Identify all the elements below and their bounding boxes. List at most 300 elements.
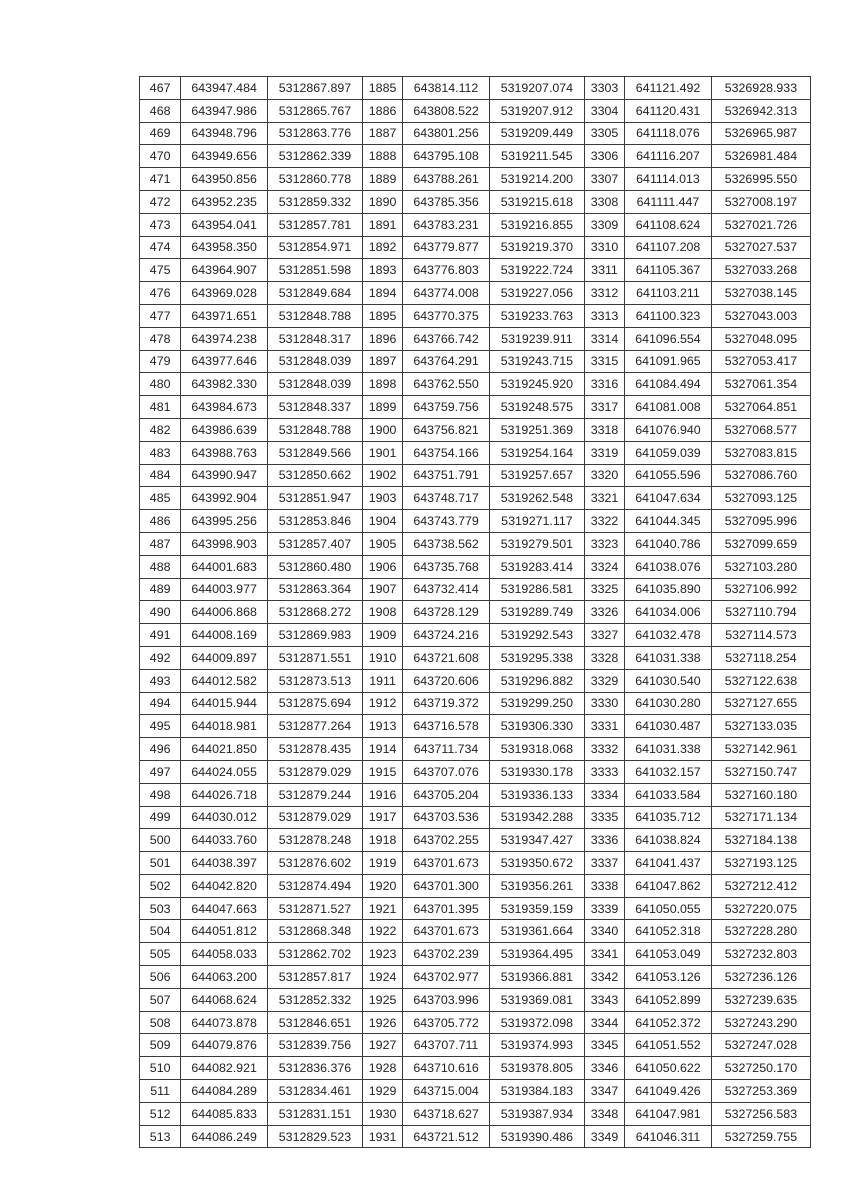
x-coordinate-cell: 643766.742 [403,327,490,350]
point-index-cell: 3316 [584,373,624,396]
x-coordinate-cell: 643977.646 [181,350,268,373]
y-coordinate-cell: 5327150.747 [711,760,810,783]
point-index-cell: 1897 [362,350,402,373]
y-coordinate-cell: 5327099.659 [711,532,810,555]
y-coordinate-cell: 5327048.095 [711,327,810,350]
table-row [140,829,811,852]
x-coordinate-cell: 641030.540 [625,669,712,692]
table-row [140,145,811,168]
point-index-cell: 478 [140,327,181,350]
x-coordinate-cell: 643776.803 [403,259,490,282]
y-coordinate-cell: 5312851.598 [267,259,362,282]
y-coordinate-cell: 5327021.726 [711,213,810,236]
x-coordinate-cell: 641047.634 [625,487,712,510]
y-coordinate-cell: 5312848.788 [267,304,362,327]
x-coordinate-cell: 643964.907 [181,259,268,282]
y-coordinate-cell: 5319257.657 [489,464,584,487]
x-coordinate-cell: 644082.921 [181,1057,268,1080]
y-coordinate-cell: 5312853.846 [267,510,362,533]
y-coordinate-cell: 5327093.125 [711,487,810,510]
y-coordinate-cell: 5327068.577 [711,418,810,441]
x-coordinate-cell: 644015.944 [181,692,268,715]
x-coordinate-cell: 643702.239 [403,943,490,966]
y-coordinate-cell: 5327239.635 [711,988,810,1011]
y-coordinate-cell: 5312834.461 [267,1080,362,1103]
point-index-cell: 3306 [584,145,624,168]
y-coordinate-cell: 5327193.125 [711,852,810,875]
point-index-cell: 502 [140,874,181,897]
point-index-cell: 3342 [584,966,624,989]
point-index-cell: 512 [140,1102,181,1125]
x-coordinate-cell: 641035.712 [625,806,712,829]
x-coordinate-cell: 644063.200 [181,966,268,989]
point-index-cell: 508 [140,1011,181,1034]
x-coordinate-cell: 641076.940 [625,418,712,441]
point-index-cell: 1917 [362,806,402,829]
point-index-cell: 3331 [584,715,624,738]
y-coordinate-cell: 5312857.407 [267,532,362,555]
y-coordinate-cell: 5312862.339 [267,145,362,168]
y-coordinate-cell: 5319336.133 [489,783,584,806]
x-coordinate-cell: 643702.255 [403,829,490,852]
point-index-cell: 1921 [362,897,402,920]
y-coordinate-cell: 5312836.376 [267,1057,362,1080]
point-index-cell: 1901 [362,441,402,464]
point-index-cell: 3333 [584,760,624,783]
point-index-cell: 497 [140,760,181,783]
point-index-cell: 486 [140,510,181,533]
x-coordinate-cell: 641059.039 [625,441,712,464]
point-index-cell: 1888 [362,145,402,168]
point-index-cell: 1925 [362,988,402,1011]
x-coordinate-cell: 644038.397 [181,852,268,875]
y-coordinate-cell: 5319239.911 [489,327,584,350]
y-coordinate-cell: 5312850.662 [267,464,362,487]
y-coordinate-cell: 5312874.494 [267,874,362,897]
x-coordinate-cell: 644058.033 [181,943,268,966]
y-coordinate-cell: 5319295.338 [489,646,584,669]
y-coordinate-cell: 5319292.543 [489,624,584,647]
point-index-cell: 1916 [362,783,402,806]
y-coordinate-cell: 5327064.851 [711,396,810,419]
point-index-cell: 3329 [584,669,624,692]
x-coordinate-cell: 641096.554 [625,327,712,350]
y-coordinate-cell: 5312857.781 [267,213,362,236]
table-row [140,418,811,441]
x-coordinate-cell: 643728.129 [403,601,490,624]
point-index-cell: 1911 [362,669,402,692]
x-coordinate-cell: 641052.318 [625,920,712,943]
x-coordinate-cell: 643707.076 [403,760,490,783]
point-index-cell: 3348 [584,1102,624,1125]
x-coordinate-cell: 641052.372 [625,1011,712,1034]
x-coordinate-cell: 643710.616 [403,1057,490,1080]
y-coordinate-cell: 5319222.724 [489,259,584,282]
x-coordinate-cell: 644085.833 [181,1102,268,1125]
point-index-cell: 3313 [584,304,624,327]
y-coordinate-cell: 5326981.484 [711,145,810,168]
x-coordinate-cell: 644084.289 [181,1080,268,1103]
point-index-cell: 1910 [362,646,402,669]
x-coordinate-cell: 643770.375 [403,304,490,327]
x-coordinate-cell: 643716.578 [403,715,490,738]
x-coordinate-cell: 644047.663 [181,897,268,920]
x-coordinate-cell: 641120.431 [625,99,712,122]
x-coordinate-cell: 643764.291 [403,350,490,373]
point-index-cell: 485 [140,487,181,510]
point-index-cell: 1919 [362,852,402,875]
point-index-cell: 3320 [584,464,624,487]
x-coordinate-cell: 643958.350 [181,236,268,259]
y-coordinate-cell: 5312852.332 [267,988,362,1011]
point-index-cell: 3311 [584,259,624,282]
y-coordinate-cell: 5312848.337 [267,396,362,419]
y-coordinate-cell: 5319364.495 [489,943,584,966]
y-coordinate-cell: 5319289.749 [489,601,584,624]
y-coordinate-cell: 5312867.897 [267,77,362,100]
table-row [140,669,811,692]
x-coordinate-cell: 641103.211 [625,282,712,305]
x-coordinate-cell: 643795.108 [403,145,490,168]
y-coordinate-cell: 5327220.075 [711,897,810,920]
point-index-cell: 1926 [362,1011,402,1034]
x-coordinate-cell: 641031.338 [625,738,712,761]
table-row [140,920,811,943]
y-coordinate-cell: 5312875.694 [267,692,362,715]
table-row [140,190,811,213]
x-coordinate-cell: 643732.414 [403,578,490,601]
point-index-cell: 498 [140,783,181,806]
x-coordinate-cell: 641040.786 [625,532,712,555]
y-coordinate-cell: 5319243.715 [489,350,584,373]
y-coordinate-cell: 5327171.134 [711,806,810,829]
table-row [140,122,811,145]
point-index-cell: 1927 [362,1034,402,1057]
point-index-cell: 487 [140,532,181,555]
y-coordinate-cell: 5319384.183 [489,1080,584,1103]
point-index-cell: 1906 [362,555,402,578]
point-index-cell: 1912 [362,692,402,715]
x-coordinate-cell: 641084.494 [625,373,712,396]
point-index-cell: 3345 [584,1034,624,1057]
y-coordinate-cell: 5319359.159 [489,897,584,920]
point-index-cell: 473 [140,213,181,236]
x-coordinate-cell: 643984.673 [181,396,268,419]
point-index-cell: 1903 [362,487,402,510]
point-index-cell: 3326 [584,601,624,624]
x-coordinate-cell: 644006.868 [181,601,268,624]
table-row [140,373,811,396]
x-coordinate-cell: 643735.768 [403,555,490,578]
table-row [140,874,811,897]
table-row [140,555,811,578]
table-row [140,646,811,669]
y-coordinate-cell: 5312860.778 [267,168,362,191]
point-index-cell: 477 [140,304,181,327]
point-index-cell: 3335 [584,806,624,829]
y-coordinate-cell: 5312849.684 [267,282,362,305]
x-coordinate-cell: 644001.683 [181,555,268,578]
point-index-cell: 495 [140,715,181,738]
x-coordinate-cell: 644086.249 [181,1125,268,1148]
y-coordinate-cell: 5327061.354 [711,373,810,396]
y-coordinate-cell: 5312829.523 [267,1125,362,1148]
point-index-cell: 3338 [584,874,624,897]
x-coordinate-cell: 644033.760 [181,829,268,852]
x-coordinate-cell: 643948.796 [181,122,268,145]
x-coordinate-cell: 641032.478 [625,624,712,647]
point-index-cell: 1886 [362,99,402,122]
x-coordinate-cell: 643705.204 [403,783,490,806]
point-index-cell: 505 [140,943,181,966]
x-coordinate-cell: 641091.965 [625,350,712,373]
x-coordinate-cell: 644003.977 [181,578,268,601]
x-coordinate-cell: 644068.624 [181,988,268,1011]
x-coordinate-cell: 641121.492 [625,77,712,100]
x-coordinate-cell: 643992.904 [181,487,268,510]
x-coordinate-cell: 641114.013 [625,168,712,191]
y-coordinate-cell: 5319271.117 [489,510,584,533]
point-index-cell: 1904 [362,510,402,533]
point-index-cell: 3315 [584,350,624,373]
table-row [140,487,811,510]
point-index-cell: 1902 [362,464,402,487]
y-coordinate-cell: 5327008.197 [711,190,810,213]
x-coordinate-cell: 643759.756 [403,396,490,419]
y-coordinate-cell: 5312878.248 [267,829,362,852]
table-row [140,715,811,738]
point-index-cell: 1918 [362,829,402,852]
x-coordinate-cell: 643702.977 [403,966,490,989]
y-coordinate-cell: 5319279.501 [489,532,584,555]
y-coordinate-cell: 5319330.178 [489,760,584,783]
point-index-cell: 3334 [584,783,624,806]
y-coordinate-cell: 5327250.170 [711,1057,810,1080]
x-coordinate-cell: 644030.012 [181,806,268,829]
x-coordinate-cell: 643705.772 [403,1011,490,1034]
x-coordinate-cell: 643724.216 [403,624,490,647]
point-index-cell: 500 [140,829,181,852]
x-coordinate-cell: 643995.256 [181,510,268,533]
point-index-cell: 1930 [362,1102,402,1125]
point-index-cell: 509 [140,1034,181,1057]
point-index-cell: 482 [140,418,181,441]
x-coordinate-cell: 643703.996 [403,988,490,1011]
x-coordinate-cell: 641111.447 [625,190,712,213]
x-coordinate-cell: 641046.311 [625,1125,712,1148]
point-index-cell: 1894 [362,282,402,305]
table-row [140,464,811,487]
y-coordinate-cell: 5326995.550 [711,168,810,191]
point-index-cell: 3337 [584,852,624,875]
table-row [140,943,811,966]
y-coordinate-cell: 5326965.987 [711,122,810,145]
x-coordinate-cell: 643814.112 [403,77,490,100]
point-index-cell: 3344 [584,1011,624,1034]
y-coordinate-cell: 5319286.581 [489,578,584,601]
y-coordinate-cell: 5312863.776 [267,122,362,145]
point-index-cell: 3327 [584,624,624,647]
x-coordinate-cell: 643754.166 [403,441,490,464]
x-coordinate-cell: 643785.356 [403,190,490,213]
point-index-cell: 1913 [362,715,402,738]
point-index-cell: 1920 [362,874,402,897]
x-coordinate-cell: 643720.606 [403,669,490,692]
y-coordinate-cell: 5319211.545 [489,145,584,168]
x-coordinate-cell: 643808.522 [403,99,490,122]
table-row [140,304,811,327]
point-index-cell: 1915 [362,760,402,783]
table-row [140,1057,811,1080]
point-index-cell: 492 [140,646,181,669]
table-row [140,760,811,783]
point-index-cell: 1887 [362,122,402,145]
point-index-cell: 1885 [362,77,402,100]
point-index-cell: 1909 [362,624,402,647]
table-row [140,282,811,305]
y-coordinate-cell: 5327236.126 [711,966,810,989]
point-index-cell: 489 [140,578,181,601]
point-index-cell: 3312 [584,282,624,305]
y-coordinate-cell: 5327247.028 [711,1034,810,1057]
y-coordinate-cell: 5327083.815 [711,441,810,464]
y-coordinate-cell: 5319366.881 [489,966,584,989]
y-coordinate-cell: 5327256.583 [711,1102,810,1125]
y-coordinate-cell: 5312865.767 [267,99,362,122]
y-coordinate-cell: 5312868.272 [267,601,362,624]
point-index-cell: 3317 [584,396,624,419]
point-index-cell: 511 [140,1080,181,1103]
point-index-cell: 3328 [584,646,624,669]
y-coordinate-cell: 5312857.817 [267,966,362,989]
y-coordinate-cell: 5319361.664 [489,920,584,943]
point-index-cell: 3346 [584,1057,624,1080]
x-coordinate-cell: 641055.596 [625,464,712,487]
x-coordinate-cell: 643751.791 [403,464,490,487]
y-coordinate-cell: 5319387.934 [489,1102,584,1125]
y-coordinate-cell: 5327114.573 [711,624,810,647]
point-index-cell: 3347 [584,1080,624,1103]
point-index-cell: 1923 [362,943,402,966]
x-coordinate-cell: 643801.256 [403,122,490,145]
y-coordinate-cell: 5327127.655 [711,692,810,715]
x-coordinate-cell: 641081.008 [625,396,712,419]
x-coordinate-cell: 644051.812 [181,920,268,943]
x-coordinate-cell: 643783.231 [403,213,490,236]
table-row [140,327,811,350]
x-coordinate-cell: 643950.856 [181,168,268,191]
point-index-cell: 1891 [362,213,402,236]
table-row [140,350,811,373]
x-coordinate-cell: 643738.562 [403,532,490,555]
y-coordinate-cell: 5319207.074 [489,77,584,100]
point-index-cell: 496 [140,738,181,761]
table-row [140,852,811,875]
table-row [140,601,811,624]
point-index-cell: 3308 [584,190,624,213]
x-coordinate-cell: 641052.899 [625,988,712,1011]
point-index-cell: 3310 [584,236,624,259]
x-coordinate-cell: 644021.850 [181,738,268,761]
point-index-cell: 3323 [584,532,624,555]
y-coordinate-cell: 5319342.288 [489,806,584,829]
y-coordinate-cell: 5319318.068 [489,738,584,761]
point-index-cell: 3319 [584,441,624,464]
y-coordinate-cell: 5327038.145 [711,282,810,305]
y-coordinate-cell: 5319356.261 [489,874,584,897]
y-coordinate-cell: 5327027.537 [711,236,810,259]
x-coordinate-cell: 641047.862 [625,874,712,897]
y-coordinate-cell: 5312848.317 [267,327,362,350]
x-coordinate-cell: 641050.055 [625,897,712,920]
y-coordinate-cell: 5312873.513 [267,669,362,692]
point-index-cell: 1924 [362,966,402,989]
x-coordinate-cell: 643711.734 [403,738,490,761]
x-coordinate-cell: 644009.897 [181,646,268,669]
point-index-cell: 506 [140,966,181,989]
point-index-cell: 484 [140,464,181,487]
x-coordinate-cell: 643974.238 [181,327,268,350]
x-coordinate-cell: 641038.076 [625,555,712,578]
point-index-cell: 494 [140,692,181,715]
x-coordinate-cell: 644024.055 [181,760,268,783]
y-coordinate-cell: 5327243.290 [711,1011,810,1034]
table-row [140,532,811,555]
y-coordinate-cell: 5312860.480 [267,555,362,578]
point-index-cell: 3304 [584,99,624,122]
point-index-cell: 469 [140,122,181,145]
table-row [140,1102,811,1125]
table-row [140,1011,811,1034]
point-index-cell: 499 [140,806,181,829]
y-coordinate-cell: 5312862.702 [267,943,362,966]
point-index-cell: 3339 [584,897,624,920]
x-coordinate-cell: 643971.651 [181,304,268,327]
point-index-cell: 503 [140,897,181,920]
x-coordinate-cell: 644018.981 [181,715,268,738]
table-row [140,1125,811,1148]
point-index-cell: 3309 [584,213,624,236]
x-coordinate-cell: 641051.552 [625,1034,712,1057]
table-row [140,99,811,122]
x-coordinate-cell: 643774.008 [403,282,490,305]
y-coordinate-cell: 5319215.618 [489,190,584,213]
x-coordinate-cell: 641030.487 [625,715,712,738]
point-index-cell: 3340 [584,920,624,943]
x-coordinate-cell: 641100.323 [625,304,712,327]
point-index-cell: 481 [140,396,181,419]
x-coordinate-cell: 643743.779 [403,510,490,533]
point-index-cell: 480 [140,373,181,396]
y-coordinate-cell: 5319214.200 [489,168,584,191]
point-index-cell: 1929 [362,1080,402,1103]
point-index-cell: 1922 [362,920,402,943]
x-coordinate-cell: 643715.004 [403,1080,490,1103]
x-coordinate-cell: 641044.345 [625,510,712,533]
x-coordinate-cell: 643952.235 [181,190,268,213]
y-coordinate-cell: 5312868.348 [267,920,362,943]
point-index-cell: 490 [140,601,181,624]
point-index-cell: 483 [140,441,181,464]
point-index-cell: 3324 [584,555,624,578]
x-coordinate-cell: 643721.512 [403,1125,490,1148]
y-coordinate-cell: 5326942.313 [711,99,810,122]
y-coordinate-cell: 5319216.855 [489,213,584,236]
point-index-cell: 3349 [584,1125,624,1148]
y-coordinate-cell: 5312839.756 [267,1034,362,1057]
point-index-cell: 1931 [362,1125,402,1148]
point-index-cell: 3332 [584,738,624,761]
